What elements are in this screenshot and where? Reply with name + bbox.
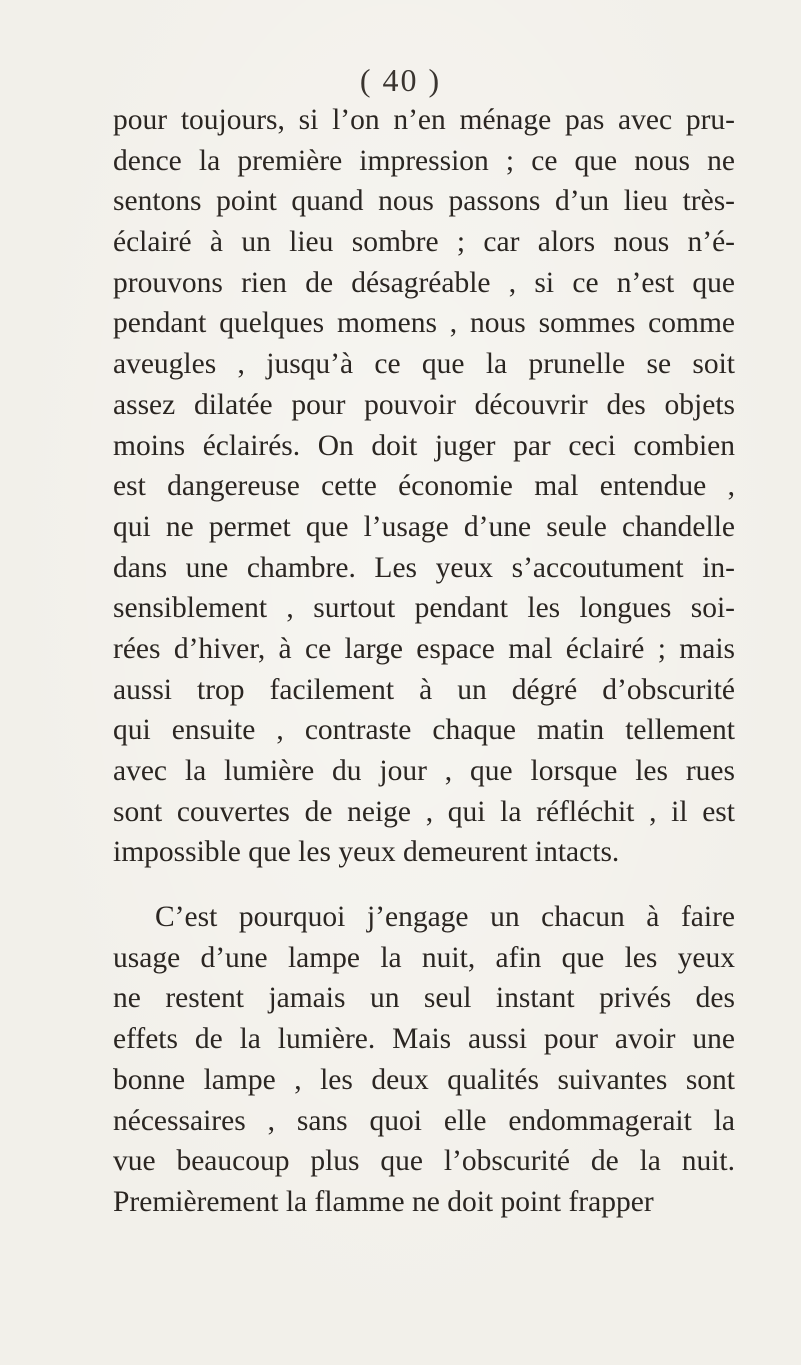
text-line: sont couvertes de neige , qui la réfléchit , il est <box>113 795 735 828</box>
text-line: C’est pourquoi j’engage un chacun à faire <box>155 901 735 934</box>
text-line: bonne lampe , les deux qualités suivantes sont <box>113 1063 735 1096</box>
paragraph-2 <box>113 897 735 1223</box>
text-line: prouvons rien de désagréable , si ce n’est que <box>113 266 735 299</box>
text-line: dans une chambre. Les yeux s’accoutument in- <box>113 551 735 584</box>
text-line: dence la première impression ; ce que nous ne <box>113 144 735 177</box>
text-line: rées d’hiver, à ce large espace mal éclairé ; mais <box>113 632 735 665</box>
text-line: moins éclairés. On doit juger par ceci combien <box>113 429 735 462</box>
text-line: avec la lumière du jour , que lorsque les rues <box>113 755 735 787</box>
text-line: effets de la lumière. Mais aussi pour avoir une <box>113 1023 735 1056</box>
text-line: impossible que les yeux demeurent intacts. <box>113 836 620 869</box>
text-line: pendant quelques momens , nous sommes comme <box>113 307 735 340</box>
text-line: nécessaires , sans quoi elle endommagerait la <box>113 1104 735 1137</box>
text-line: qui ensuite , contraste chaque matin tellement <box>113 714 735 747</box>
text-line: Premièrement la flamme ne doit point frapper <box>113 1185 654 1218</box>
text-line: qui ne permet que l’usage d’une seule chandelle <box>113 510 735 543</box>
text-line: est dangereuse cette économie mal entendue , <box>113 470 735 503</box>
page-number: ( 40 ) <box>359 62 442 98</box>
text-line: ne restent jamais un seul instant privés des <box>113 982 735 1015</box>
body-text <box>113 100 735 1223</box>
text-line: vue beaucoup plus que l’obscurité de la nuit. <box>113 1145 735 1178</box>
text-line: aussi trop facilement à un dégré d’obscurité <box>113 673 735 706</box>
text-line: sentons point quand nous passons d’un lieu très- <box>113 185 735 218</box>
text-line: assez dilatée pour pouvoir découvrir des objets <box>113 388 735 421</box>
text-line: pour toujours, si l’on n’en ménage pas avec pru- <box>113 104 735 136</box>
text-line: aveugles , jusqu’à ce que la prunelle se soit <box>113 348 735 381</box>
text-line: usage d’une lampe la nuit, afin que les yeux <box>113 941 735 974</box>
paragraph-1 <box>113 100 735 873</box>
paragraph-gap <box>113 873 735 897</box>
text-line: sensiblement , surtout pendant les longues soi- <box>113 592 735 625</box>
text-line: éclairé à un lieu sombre ; car alors nous n’é- <box>113 226 735 259</box>
